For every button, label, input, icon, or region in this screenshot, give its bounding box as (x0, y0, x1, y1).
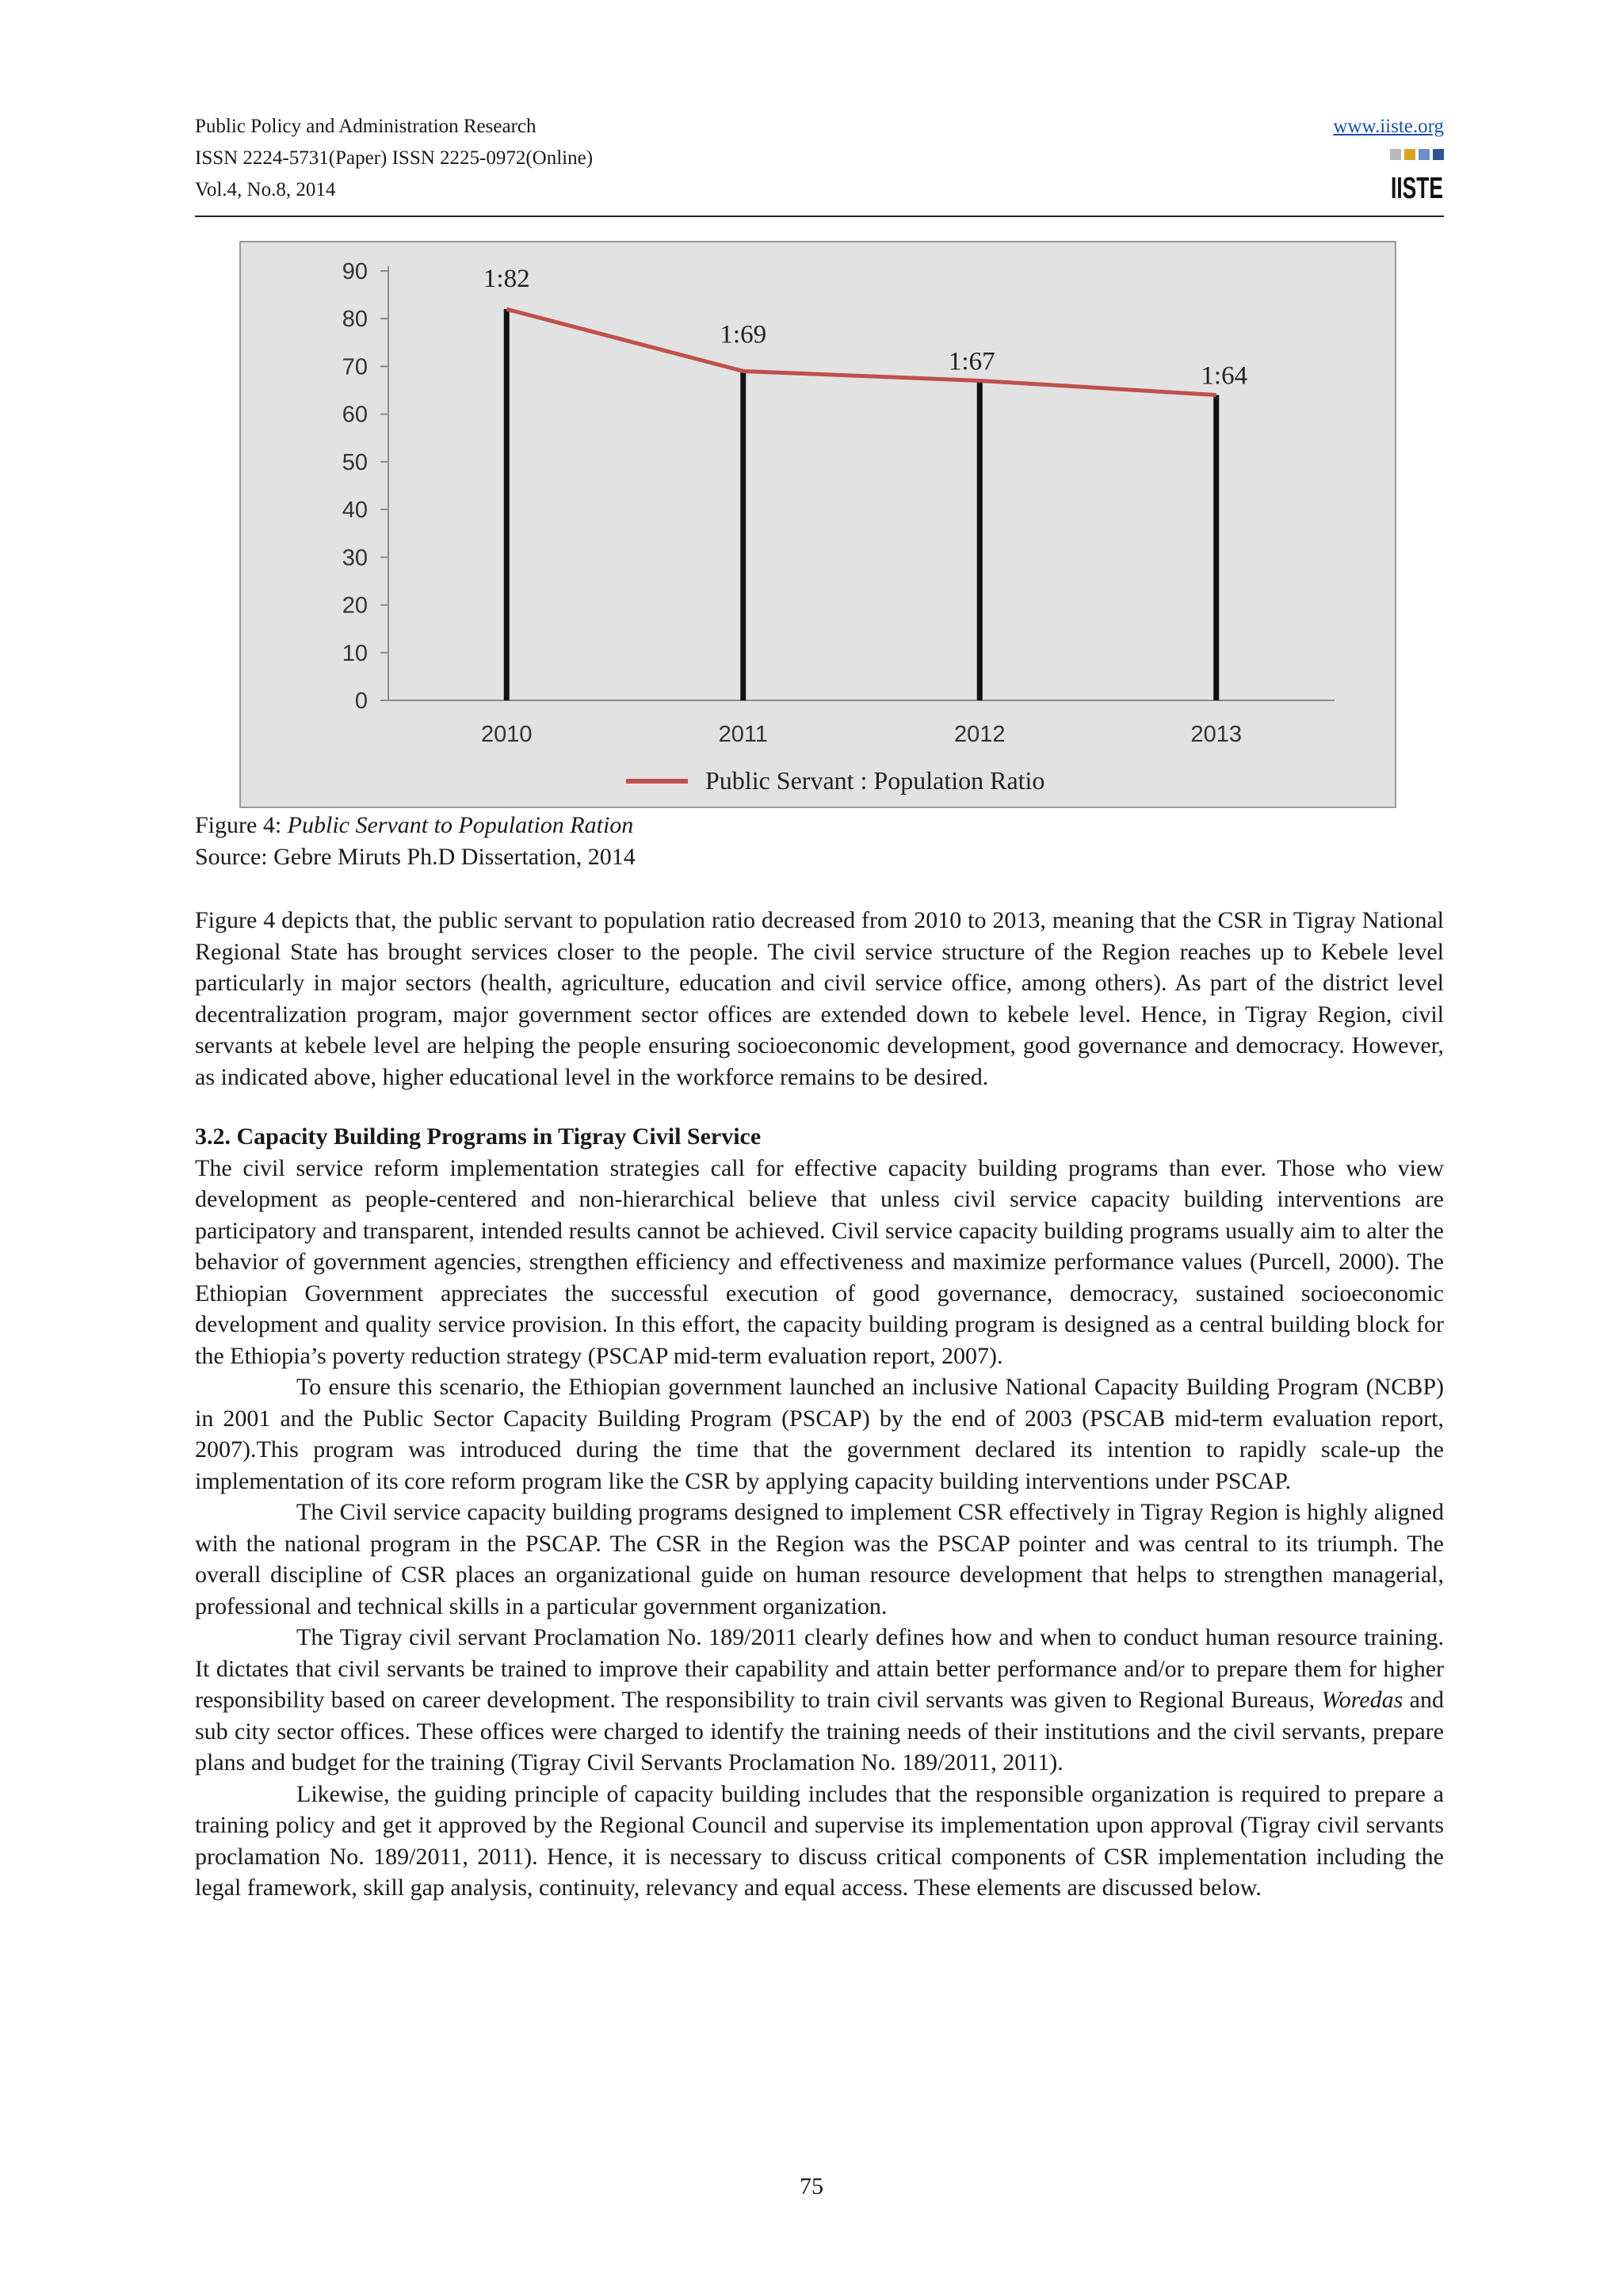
legend (626, 766, 1044, 795)
iiste-logo (1390, 149, 1444, 203)
y-tick-label: 90 (342, 259, 368, 284)
woredas-term: Woredas (1321, 1687, 1403, 1713)
logo-wordmark: IISTE (1391, 172, 1443, 205)
x-tick-label: 2012 (953, 722, 1006, 747)
y-tick-label: 0 (354, 688, 368, 714)
y-tick-label: 30 (342, 545, 368, 571)
figure-caption-title: Public Servant to Population Ration (287, 812, 634, 838)
paragraph-5-b: and sub city sector offices. These offices were charged to identify the training needs of their institutions and the civil servants, prepare plans and budget for the training (Tigray Civil Servants Proclamation No. 189/2011, 2011). (195, 1687, 1444, 1775)
data-label: 1:69 (720, 320, 767, 349)
issn-line: ISSN 2224-5731(Paper) ISSN 2225-0972(Online) (195, 147, 594, 169)
journal-website-link[interactable]: www.iiste.org (1333, 116, 1444, 137)
y-tick-label: 50 (342, 449, 368, 475)
data-label: 1:67 (948, 347, 995, 376)
journal-title: Public Policy and Administration Research (195, 116, 537, 137)
volume-line: Vol.4, No.8, 2014 (195, 179, 336, 200)
legend-label: Public Servant : Population Ratio (705, 766, 1045, 795)
page-number: 75 (800, 2173, 823, 2199)
series-line (506, 309, 1216, 395)
paragraph-4: The Civil service capacity building programs designed to implement CSR effectively in Tigray Region is highly aligned with the national program in the PSCAP. The CSR in the Region was the PSCAP pointer and was central to its triumph. The overall discipline of CSR places an organizational guide on human resource development that helps to strengthen managerial, professional and technical skills in a particular government organization. (195, 1499, 1444, 1619)
y-tick-label: 70 (342, 354, 368, 380)
line-chart (241, 242, 1395, 807)
paragraph-1: Figure 4 depicts that, the public servant to population ratio decreased from 2010 to 2013, meaning that the CSR in Tigray National Regional State has brought services closer to the people. The civil service structure of the Region reaches up to Kebele level particularly in major sectors (health, agriculture, education and civil service office, among others). As part of the district level decentralization program, major government sector offices are extended down to kebele level. Hence, in Tigray Region, civil servants at kebele level are helping the people ensuring socioeconomic development, good governance and democracy. However, as indicated above, higher educational level in the workforce remains to be desired. (195, 907, 1444, 1090)
y-tick-label: 80 (342, 307, 368, 333)
body-text (195, 905, 1444, 1904)
x-tick-label: 2011 (718, 722, 768, 747)
drop-lines (506, 309, 1216, 700)
paragraph-2: The civil service reform implementation strategies call for effective capacity building programs than ever. Those who view development as people-centered and non-hierarchical believe that unless civil service capacity building interventions are participatory and transparent, intended results cannot be achieved. Civil service capacity building programs usually aim to alter the behavior of government agencies, strengthen efficiency and effectiveness and maximize performance values (Purcell, 2000). The Ethiopian Government appreciates the successful execution of good governance, democracy, sustained socioeconomic development and quality service provision. In this effort, the capacity building program is designed as a central building block for the Ethiopia’s poverty reduction strategy (PSCAP mid-term evaluation report, 2007). (195, 1154, 1444, 1369)
chart-frame (239, 241, 1396, 808)
y-tick-label: 10 (342, 640, 368, 666)
paragraph-5-a: The Tigray civil servant Proclamation No. 189/2011 clearly defines how and when to conduct human resource training. It dictates that civil servants be trained to improve their capability and attain better performance and/or to prepare them for higher responsibility based on career development. The responsibility to train civil servants was given to Regional Bureaus, (195, 1624, 1444, 1713)
figure-caption-prefix: Figure 4: (195, 812, 288, 838)
figure-source: Source: Gebre Miruts Ph.D Dissertation, 2014 (195, 844, 636, 870)
paragraph-5 (195, 1622, 1444, 1779)
data-label: 1:64 (1201, 361, 1248, 391)
x-tick-label: 2013 (1190, 722, 1243, 747)
y-tick-label: 20 (342, 593, 368, 619)
figure-caption (195, 810, 633, 841)
x-axis (388, 700, 1335, 747)
data-label: 1:82 (483, 265, 530, 294)
paragraph-6: Likewise, the guiding principle of capacity building includes that the responsible organization is required to prepare a training policy and get it approved by the Regional Council and supervise its implementation upon approval (Tigray civil servants proclamation No. 189/2011, 2011). Hence, it is necessary to discuss critical components of CSR implementation including the legal framework, skill gap analysis, continuity, relevancy and equal access. These elements are discussed below. (195, 1780, 1444, 1901)
section-heading: 3.2. Capacity Building Programs in Tigray Civil Service (195, 1123, 762, 1150)
y-tick-label: 40 (342, 498, 368, 524)
header-rule (195, 215, 1444, 217)
page-header (195, 111, 1444, 214)
paragraph-3: To ensure this scenario, the Ethiopian government launched an inclusive National Capacity Building Program (NCBP) in 2001 and the Public Sector Capacity Building Program (PSCAP) by the end of 2003 (PSCAB mid-term evaluation report, 2007).This program was introduced during the time that the government declared its intention to rapidly scale-up the implementation of its core reform program like the CSR by applying capacity building interventions under PSCAP. (195, 1374, 1444, 1494)
y-axis (342, 259, 388, 714)
y-tick-label: 60 (342, 402, 368, 428)
x-tick-label: 2010 (480, 722, 533, 747)
series (483, 265, 1247, 395)
